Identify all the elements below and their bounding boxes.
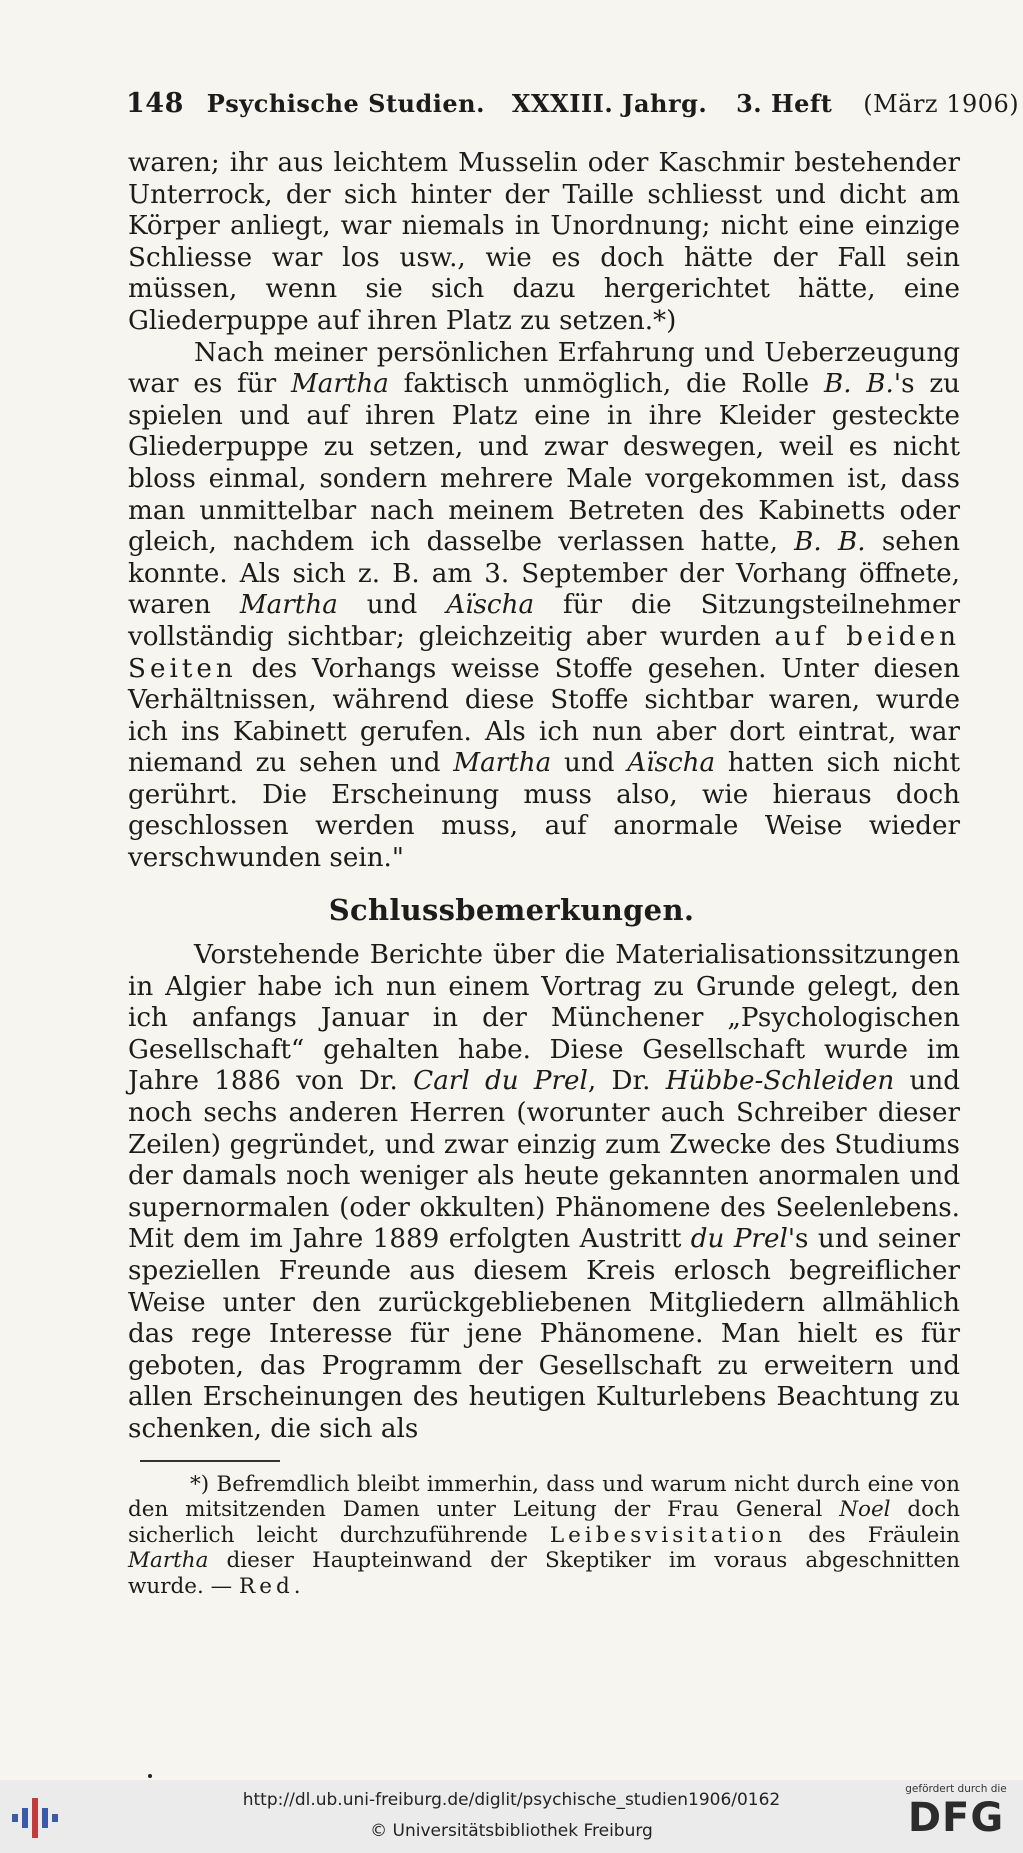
page-number: 148 <box>126 88 184 119</box>
dfg-caption: gefördert durch die <box>905 1783 1007 1795</box>
italic-name: Martha <box>128 1548 209 1574</box>
body-text-top <box>128 148 960 875</box>
dfg-wordmark: DFG <box>907 1795 1005 1841</box>
italic-name: B. B. <box>823 369 894 400</box>
text-run: des Vorhangs weisse Stoffe gesehen. Unter diesen Verhältnissen, während diese Stoffe sichtbar waren, wurde ich ins Kabinett gerufen. Als ich nun aber dort eintrat, war niemand zu sehen und <box>128 653 960 779</box>
text-run: und noch sechs anderen Herren (worunter auch Schreiber dieser Zeilen) gegründet, und zwar einzig zum Zwecke des Studiums der damals noch weniger als heute gekannten anormalen und supernormalen (oder okkulten) Phänomene des Seelenlebens. Mit dem im Jahre 1889 erfolgten Austritt <box>128 1066 960 1255</box>
paragraph-continued: waren; ihr aus leichtem Musselin oder Kaschmir bestehender Unterrock, der sich hinter der Taille schliesst und dicht am Körper anliegt, war niemals in Unordnung; nicht eine einzige Schliesse war los usw., wie es doch hätte der Fall sein müssen, wenn sie sich dazu hergerichtet hätte, eine Gliederpuppe auf ihren Platz zu setzen.*) <box>128 148 960 336</box>
text-run: Vorstehende Berichte über die Materialisationssitzungen in Algier habe ich nun einem Vortrag zu Grunde gelegt, den ich anfangs Januar in der Münchener „Psychologischen Gesellschaft“ gehalten habe. Diese Gesellschaft wurde im Jahre 1886 von Dr. <box>128 940 960 1097</box>
spaced-emphasis: Red. <box>239 1573 305 1599</box>
paragraph-experience <box>128 338 960 875</box>
issue-date: (März 1906) <box>863 90 1020 118</box>
scan-speck <box>148 1774 152 1778</box>
italic-name: Aïscha <box>446 590 535 621</box>
italic-name: Aïscha <box>627 748 716 779</box>
text-run: faktisch unmöglich, die Rolle <box>388 369 824 400</box>
footnote-rule <box>140 1460 280 1462</box>
dfg-logo <box>901 1782 1011 1850</box>
italic-name: B. B. <box>794 527 866 558</box>
journal-title: Psychische Studien. <box>206 89 485 118</box>
text-run: , Dr. <box>587 1066 666 1097</box>
text-run: dieser Haupteinwand der Skeptiker im voraus abgeschnitten wurde. — <box>128 1548 960 1599</box>
italic-name: du Prel <box>690 1224 788 1255</box>
footnote-text <box>128 1472 960 1599</box>
issue-label: 3. Heft <box>736 89 833 118</box>
section-heading: Schlussbemerkungen. <box>328 893 695 927</box>
italic-name: Martha <box>239 590 338 621</box>
paragraph-closing-remarks <box>128 940 960 1446</box>
italic-name: Hübbe-Schleiden <box>665 1066 895 1097</box>
text-run: hatten sich nicht gerührt. Die Erscheinung muss also, wie hieraus doch geschlossen werden muss, auf anormale Weise wieder verschwunden sein." <box>128 748 960 874</box>
footnote <box>128 1472 960 1599</box>
spaced-emphasis: Leibesvisitation <box>549 1522 786 1548</box>
text-run: Nach meiner persönlichen Erfahrung und Ueberzeugung war es für <box>128 337 960 400</box>
spaced-emphasis: auf beiden Seiten <box>128 621 961 684</box>
text-run: und <box>337 590 447 621</box>
copyright-notice: © Universitätsbibliothek Freiburg <box>370 1821 653 1841</box>
italic-name: Martha <box>290 369 389 400</box>
text-run: doch sicherlich leicht durchzuführende <box>128 1497 960 1548</box>
viewer-footer <box>0 1780 1023 1853</box>
italic-name: Martha <box>453 748 552 779</box>
body-text-bottom <box>128 940 960 1446</box>
text-run: und <box>551 748 628 779</box>
volume-label: XXXIII. Jahrg. <box>511 89 708 118</box>
text-run: für die Sitzungsteilnehmer vollständig sichtbar; gleichzeitig aber wurden <box>128 590 961 652</box>
italic-name: Carl du Prel <box>413 1066 588 1097</box>
text-run: sehen konnte. Als sich z. B. am 3. September der Vorhang öffnete, waren <box>128 527 960 621</box>
running-header <box>126 88 1020 119</box>
text-run: *) Befremdlich bleibt immerhin, dass und warum nicht durch eine von den mitsitzenden Damen unter Leitung der Frau General <box>128 1472 960 1523</box>
italic-name: Noel <box>839 1497 891 1523</box>
source-url-link[interactable]: http://dl.ub.uni-freiburg.de/diglit/psychische_studien1906/0162 <box>242 1790 781 1810</box>
text-run: 's und seiner speziellen Freunde aus diesem Kreis erlosch begreiflicher Weise unter den zurückgebliebenen Mitgliedern allmählich das rege Interesse für jene Phänomene. Man hielt es für geboten, das Programm der Gesellschaft zu erweitern und allen Erscheinungen des heutigen Kulturlebens Beachtung zu schenken, die sich als <box>128 1224 960 1444</box>
text-run: 's zu spielen und auf ihren Platz eine in ihre Kleider gesteckte Gliederpuppe zu setzen, und zwar deswegen, weil es nicht bloss einmal, sondern mehrere Male vorgekommen ist, dass man unmittelbar nach meinem Betreten des Kabinetts oder gleich, nachdem ich dasselbe verlassen hatte, <box>128 369 960 558</box>
text-run: des Fräulein <box>785 1522 960 1548</box>
